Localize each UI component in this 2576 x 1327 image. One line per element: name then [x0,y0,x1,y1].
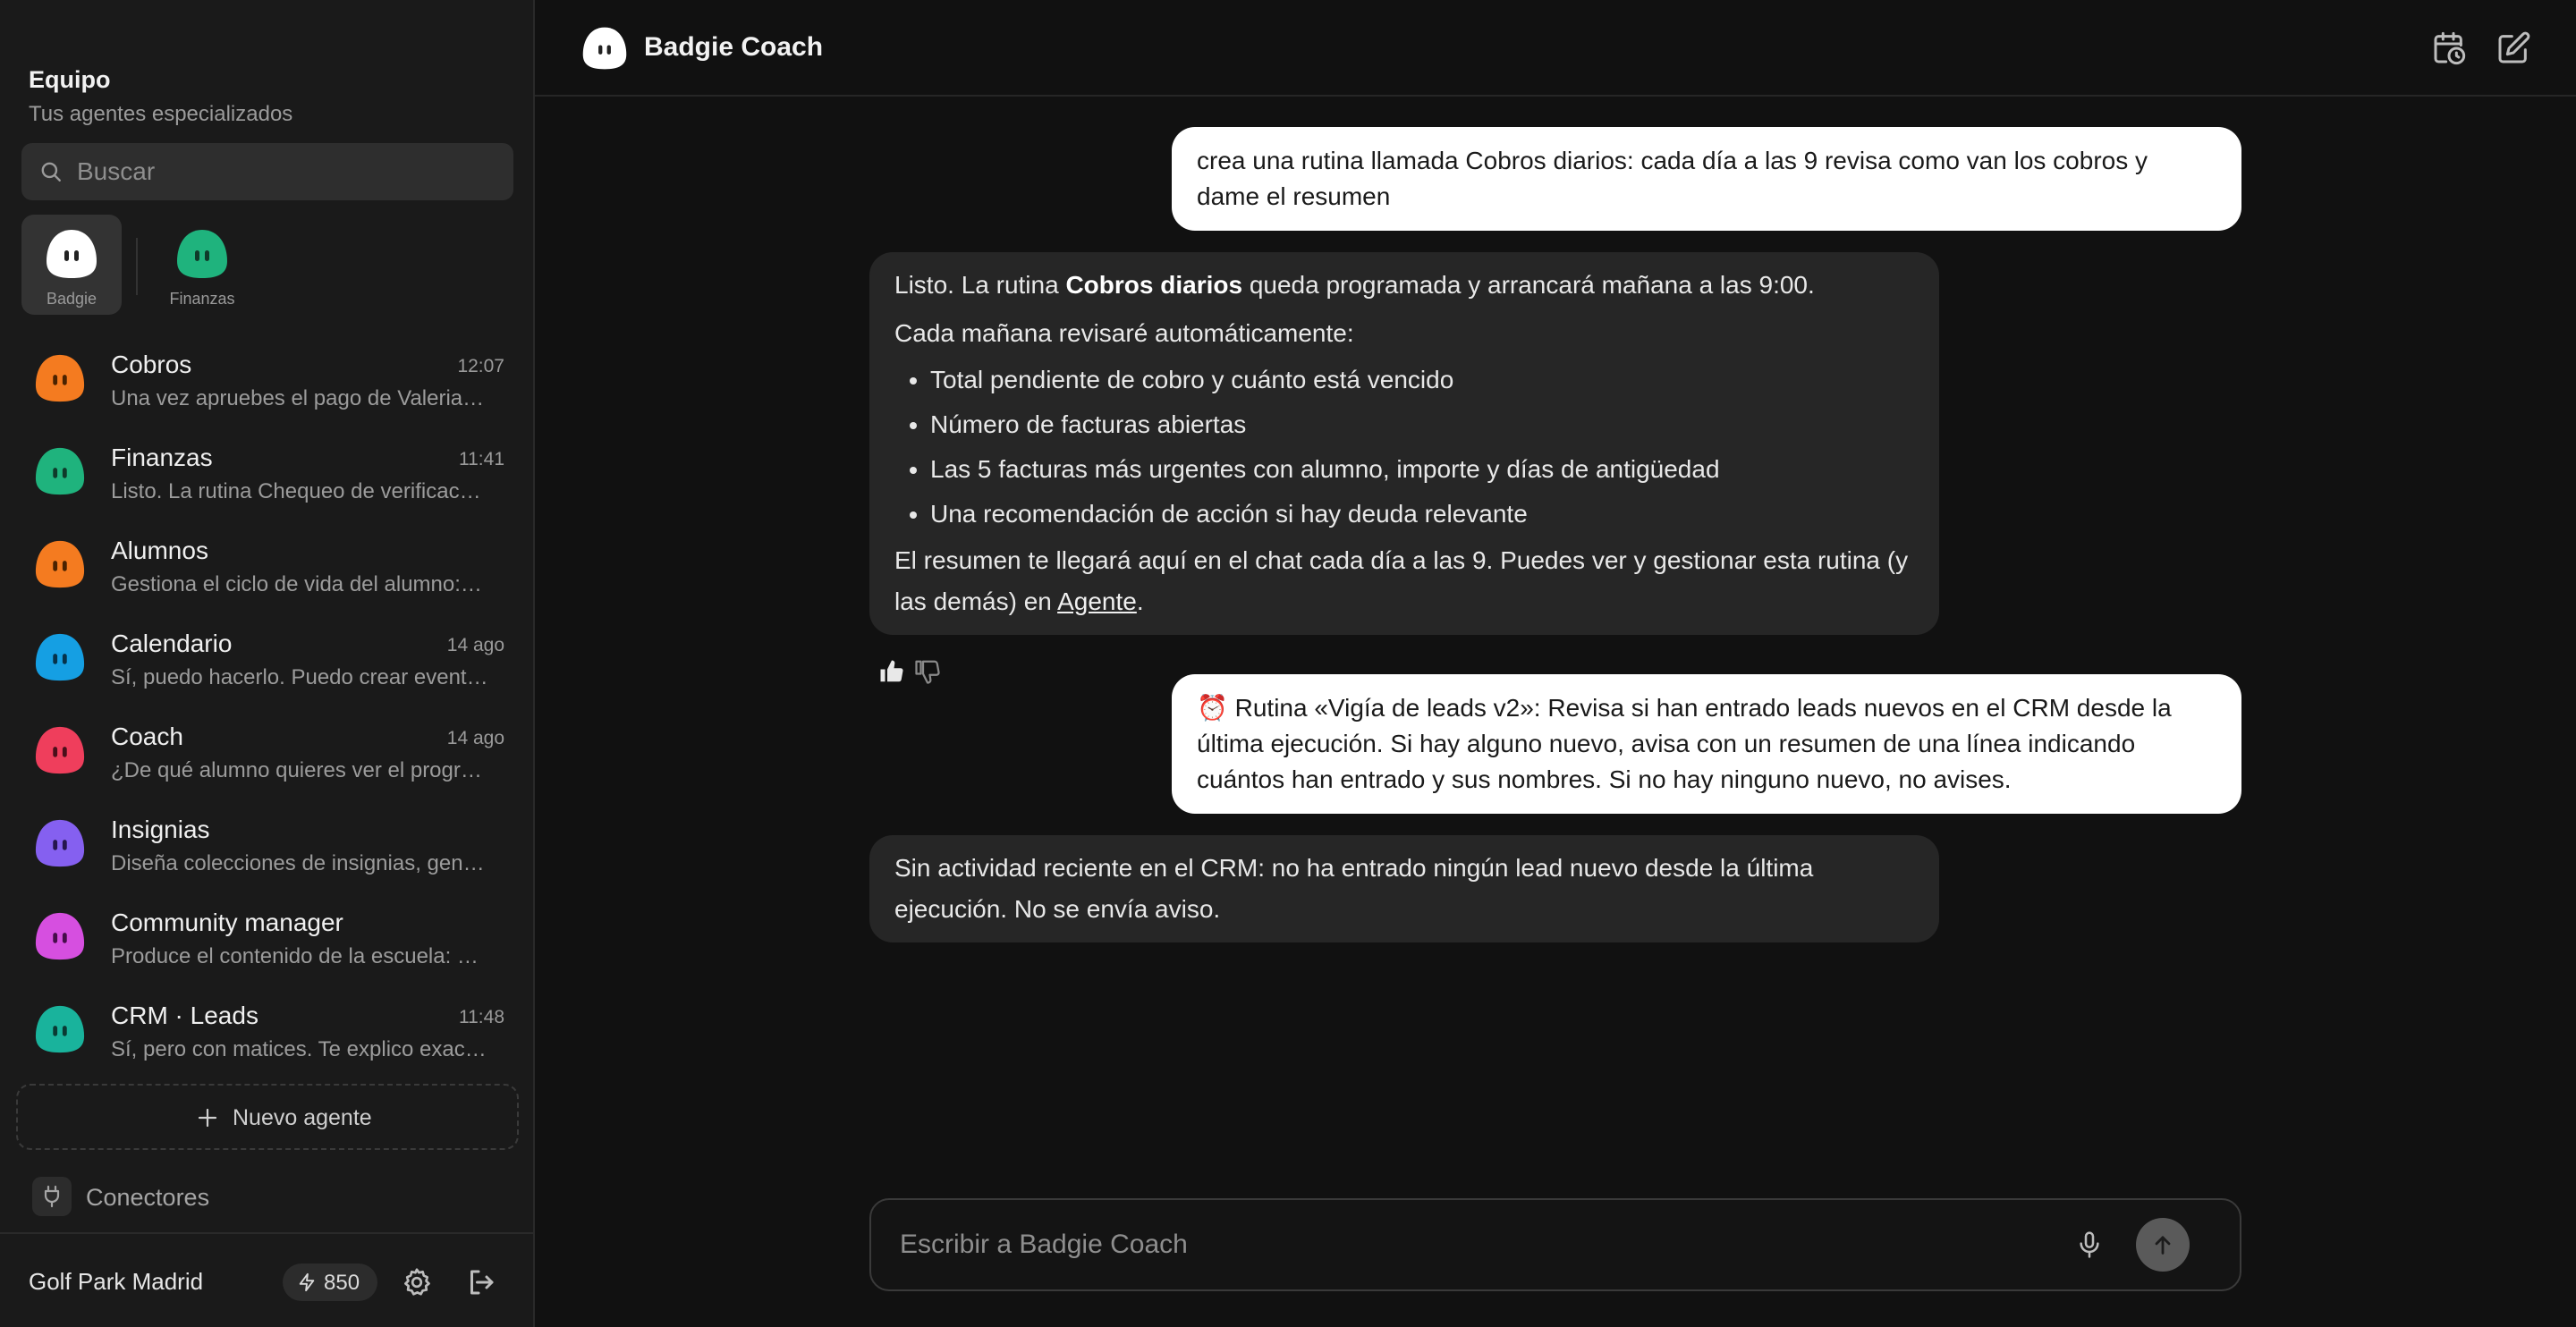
chat-preview: Una vez apruebes el pago de Valeria… [111,386,485,410]
agent-avatar-icon [34,631,86,683]
agent-tile-finanzas[interactable] [152,215,252,315]
agent-tile-label: Finanzas [169,290,235,308]
user-message [1172,674,2241,814]
agent-avatar-icon [34,445,86,497]
chat-preview: Produce el contenido de la escuela: … [111,944,479,968]
agent-avatar-icon [34,910,86,962]
connectors-label: Conectores [86,1184,210,1211]
chat-item-insignias[interactable] [14,805,519,894]
lightning-icon [297,1272,317,1292]
agente-link[interactable]: Agente [1057,587,1137,615]
chat-name: Community manager [111,909,343,936]
chat-item-crm-leads[interactable] [14,991,519,1080]
list-item: • Las 5 facturas más urgentes con alumno, importe y días de antigüedad [930,447,1914,492]
message-list [930,358,1914,537]
search-input[interactable] [77,143,497,200]
chat-time: 14 ago [446,635,504,655]
sidebar [0,0,535,1327]
agent-avatar-icon [34,538,86,590]
chat-title: Badgie Coach [644,32,824,62]
list-item: • Número de facturas abiertas [930,402,1914,447]
list-item: • Total pendiente de cobro y cuánto está vencido [930,358,1914,402]
compose-icon[interactable] [2496,30,2531,66]
agent-avatar-icon [34,352,86,404]
sidebar-title: Equipo [29,66,111,93]
chat-preview: Gestiona el ciclo de vida del alumno:… [111,572,482,596]
send-button[interactable] [2136,1218,2190,1272]
chat-item-finanzas[interactable] [14,433,519,522]
chat-preview: Sí, pero con matices. Te explico exac… [111,1037,487,1061]
thumbs-down-icon[interactable] [914,658,943,687]
agent-avatar-icon [34,817,86,869]
new-agent-button[interactable] [16,1084,519,1150]
chat-item-community-manager[interactable] [14,898,519,987]
badgie-avatar-icon [581,25,628,72]
connectors-link[interactable] [29,1173,512,1218]
chat-time: 14 ago [446,728,504,748]
agent-tile-badgie[interactable] [21,215,122,315]
chat-item-coach[interactable] [14,712,519,801]
message-text: queda programada y arrancará mañana a las 9:00. [1242,271,1815,299]
sidebar-footer [0,1232,533,1327]
chat-item-alumnos[interactable] [14,526,519,615]
thumbs-up-icon[interactable] [878,658,907,687]
message-paragraph [894,540,1914,622]
message-text: . [1136,587,1144,615]
message-composer [869,1198,2241,1291]
chat-preview: Diseña colecciones de insignias, gen… [111,851,485,875]
message-text: Listo. La rutina [894,271,1066,299]
new-agent-label: Nuevo agente [233,1105,372,1130]
message-paragraph: Sin actividad reciente en el CRM: no ha entrado ningún lead nuevo desde la última ejecución. No se envía aviso. [894,854,1814,923]
message-input[interactable] [900,1200,2063,1289]
badgie-avatar-icon [45,227,98,281]
credits-badge[interactable] [283,1264,377,1301]
plug-icon [41,1185,63,1208]
chat-preview: ¿De qué alumno quieres ver el progr… [111,758,482,782]
chat-name: Calendario [111,630,233,657]
credits-value: 850 [324,1271,360,1295]
chat-preview: Listo. La rutina Chequeo de verificac… [111,479,481,503]
message-text: El resumen te llegará aquí en el chat cada día a las 9. Puedes ver y gestionar esta rutina (y las demás) en [894,546,1909,615]
calendar-clock-icon[interactable] [2431,30,2467,66]
chat-time: 12:07 [457,356,504,376]
chat-item-cobros[interactable] [14,340,519,429]
sidebar-subtitle: Tus agentes especializados [29,102,293,126]
chat-panel [535,0,2576,1327]
chat-time: 11:48 [459,1007,504,1027]
assistant-message [869,835,1939,942]
assistant-message [869,252,1939,635]
chat-time: 11:41 [459,449,504,469]
message-text: crea una rutina llamada Cobros diarios: cada día a las 9 revisa como van los cobros y dame el resumen [1197,147,2148,210]
tile-divider [136,238,138,295]
microphone-icon[interactable] [2075,1230,2104,1259]
search-box[interactable] [21,143,513,200]
search-icon [39,160,63,183]
plus-icon [197,1107,218,1128]
workspace-name: Golf Park Madrid [29,1268,204,1295]
chat-name: Finanzas [111,444,213,471]
agent-avatar-icon [34,1003,86,1055]
plug-icon-box [32,1177,72,1216]
agent-avatar-icon [34,724,86,776]
chat-name: Insignias [111,816,210,843]
list-item: • Una recomendación de acción si hay deuda relevante [930,492,1914,537]
message-paragraph: Cada mañana revisaré automáticamente: [894,319,1354,347]
chat-name: Coach [111,723,183,750]
chat-item-calendario[interactable] [14,619,519,708]
message-paragraph [894,265,1914,306]
finanzas-avatar-icon [175,227,229,281]
agent-tile-label: Badgie [46,290,97,308]
message-text: ⏰ Rutina «Vigía de leads v2»: Revisa si han entrado leads nuevos en el CRM desde la última ejecución. Si hay alguno nuevo, avisa con un resumen de una línea indicando cuántos han entrado y sus nombres. Si no hay ninguno nuevo, no avises. [1197,694,2172,793]
logout-icon[interactable] [465,1266,497,1298]
chat-name: Alumnos [111,537,208,564]
user-message [1172,127,2241,231]
gear-icon[interactable] [401,1266,433,1298]
chat-preview: Sí, puedo hacerlo. Puedo crear event… [111,665,488,689]
chat-name: Cobros [111,351,192,378]
arrow-up-icon [2150,1232,2175,1257]
routine-name: Cobros diarios [1065,271,1243,299]
chat-name: CRM · Leads [111,1002,258,1029]
chat-header [535,0,2576,97]
